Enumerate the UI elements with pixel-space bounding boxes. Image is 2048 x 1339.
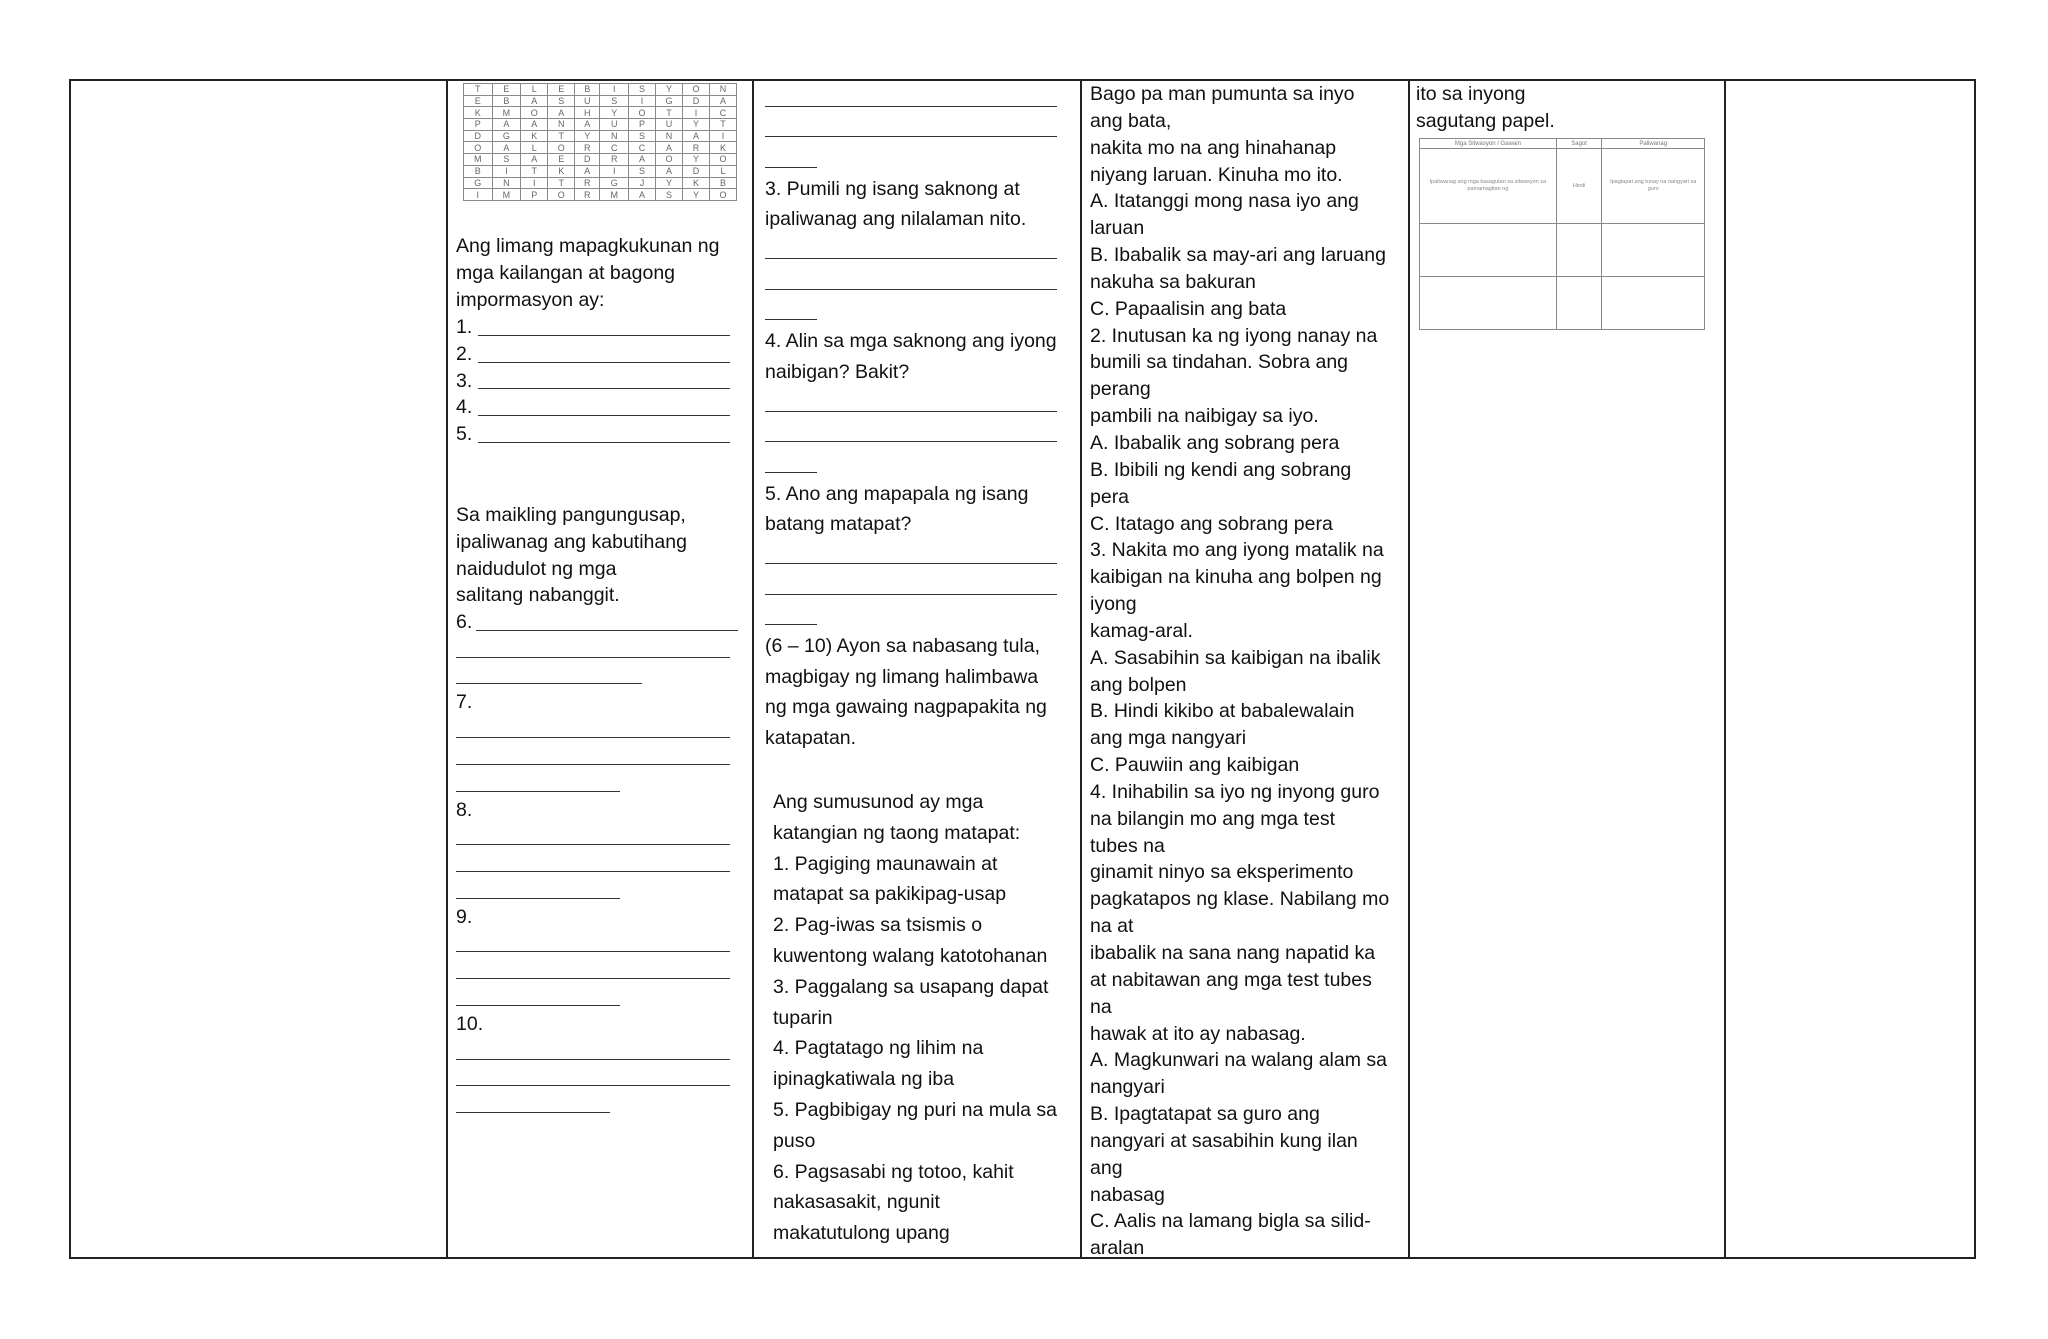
situation-line: B. Hindi kikibo at babalewalain	[1090, 700, 1355, 723]
explain-item-8-line-3[interactable]	[456, 877, 746, 904]
situation-line: niyang laruan. Kinuha mo ito.	[1090, 163, 1343, 186]
instruction-line-2: sagutang papel.	[1416, 109, 1555, 132]
situation-line: tubes na	[1090, 834, 1165, 857]
answer-row-2[interactable]	[456, 341, 746, 368]
traits-line: puso	[773, 1129, 816, 1152]
answer-line[interactable]	[478, 335, 730, 336]
word-search-cell[interactable]: O	[629, 107, 656, 119]
answer-line[interactable]	[456, 844, 730, 845]
situation-line: laruan	[1090, 217, 1145, 240]
item-number: 3.	[456, 369, 473, 392]
word-search-cell[interactable]: L	[709, 165, 736, 177]
word-search-cell[interactable]: A	[492, 142, 521, 154]
situation-line: Bago pa man pumunta sa inyo	[1090, 83, 1355, 105]
word-search-cell[interactable]: R	[600, 154, 629, 166]
word-search-cell[interactable]: A	[683, 130, 710, 142]
word-search-cell[interactable]: O	[548, 189, 575, 201]
instruction-line-1: ito sa inyong	[1416, 83, 1526, 105]
word-search-row	[464, 84, 737, 96]
word-search-cell[interactable]: S	[629, 130, 656, 142]
word-search-cell[interactable]: T	[548, 177, 575, 189]
question-3-line-2: ipaliwanag ang nilalaman nito.	[765, 208, 1027, 230]
rubric-cell: Hindi	[1556, 149, 1602, 224]
sources-intro-line-1: Ang limang mapagkukunan ng	[456, 235, 720, 257]
answer-line-row[interactable]	[765, 448, 1065, 479]
answer-line[interactable]	[478, 415, 730, 416]
word-search-cell[interactable]: O	[656, 154, 683, 166]
explain-line-4: salitang nabanggit.	[456, 584, 620, 607]
word-search-cell[interactable]: Y	[683, 119, 710, 131]
traits-line: 6. Pagsasabi ng totoo, kahit	[773, 1160, 1014, 1183]
word-search-cell[interactable]: S	[629, 165, 656, 177]
explain-item-8-line-1[interactable]	[456, 823, 746, 850]
word-search-cell[interactable]: A	[575, 165, 600, 177]
column-3-content	[765, 82, 1065, 753]
answer-line[interactable]	[456, 737, 730, 738]
word-search-cell[interactable]: P	[521, 189, 548, 201]
word-search-cell[interactable]: N	[709, 84, 736, 96]
explain-item-6[interactable]	[456, 609, 746, 636]
answer-line[interactable]	[478, 388, 730, 389]
traits-line: makatutulong upang	[773, 1222, 950, 1245]
situation-line: 4. Inihabilin sa iyo ng inyong guro	[1090, 780, 1380, 803]
situation-line: B. Ipagtatapat sa guro ang	[1090, 1103, 1320, 1126]
situation-line: pambili na naibigay sa iyo.	[1090, 405, 1319, 428]
explain-item-8-line-2[interactable]	[456, 850, 746, 877]
answer-line[interactable]	[456, 764, 730, 765]
question-6-line-1: (6 – 10) Ayon sa nabasang tula,	[765, 635, 1041, 657]
answer-line-row[interactable]	[765, 570, 1065, 601]
answer-line-row[interactable]	[765, 418, 1065, 449]
answer-row-3[interactable]	[456, 368, 746, 395]
question-5-line-2: batang matapat?	[765, 513, 912, 535]
word-search-cell[interactable]: R	[575, 177, 600, 189]
rubric-cell[interactable]	[1602, 277, 1705, 330]
word-search-cell[interactable]: N	[548, 119, 575, 131]
answer-line[interactable]	[765, 319, 817, 320]
answer-line[interactable]	[456, 871, 730, 872]
answer-line[interactable]	[456, 1005, 620, 1006]
explain-line-3: naidudulot ng mga	[456, 557, 617, 580]
word-search-row	[464, 95, 737, 107]
traits-line: Ang sumusunod ay mga	[773, 791, 984, 813]
traits-line: 4. Pagtatago ng lihim na	[773, 1037, 984, 1060]
item-number: 10.	[456, 1012, 484, 1035]
answer-line[interactable]	[765, 441, 1057, 442]
traits-line: tuparin	[773, 1006, 833, 1029]
word-search-cell[interactable]: A	[492, 119, 521, 131]
word-search-row	[464, 107, 737, 119]
traits-line: katangian ng taong matapat:	[773, 821, 1021, 844]
word-search-cell[interactable]: D	[683, 95, 710, 107]
word-search-cell[interactable]: P	[464, 119, 493, 131]
situation-line: iyong	[1090, 593, 1137, 616]
explain-item-9	[456, 904, 746, 931]
word-search-cell[interactable]: I	[629, 95, 656, 107]
word-search-cell[interactable]: O	[521, 107, 548, 119]
explain-item-10-line-2[interactable]	[456, 1065, 746, 1092]
explain-item-7-line-2[interactable]	[456, 743, 746, 770]
traits-line: 1. Pagiging maunawain at	[773, 852, 998, 875]
word-search-cell[interactable]: A	[629, 154, 656, 166]
word-search-cell[interactable]: A	[521, 95, 548, 107]
sources-intro-line-2: mga kailangan at bagong	[456, 261, 676, 284]
answer-line-row[interactable]	[765, 387, 1065, 418]
word-search-cell[interactable]: D	[575, 154, 600, 166]
situation-line: aralan	[1090, 1237, 1145, 1260]
situation-line: A. Ibabalik ang sobrang pera	[1090, 431, 1340, 454]
question-6-line-2: magbigay ng limang halimbawa	[765, 665, 1039, 688]
word-search-cell[interactable]: I	[709, 130, 736, 142]
word-search-cell[interactable]: O	[683, 84, 710, 96]
word-search-row	[464, 165, 737, 177]
explain-item-7-line-3[interactable]	[456, 770, 746, 797]
situation-line: ang	[1090, 1156, 1123, 1179]
word-search-cell[interactable]: K	[548, 165, 575, 177]
situation-line: hawak at ito ay nabasag.	[1090, 1022, 1306, 1045]
word-search-cell[interactable]: T	[709, 119, 736, 131]
answer-line[interactable]	[456, 1085, 730, 1086]
word-search-cell[interactable]: J	[629, 177, 656, 189]
explain-line-1: Sa maikling pangungusap,	[456, 504, 686, 526]
explain-instruction	[456, 502, 746, 609]
rubric-grid	[1419, 138, 1705, 330]
explain-item-7	[456, 689, 746, 716]
traits-line: ipinagkatiwala ng iba	[773, 1068, 955, 1091]
answer-line[interactable]	[765, 258, 1057, 259]
word-search-cell[interactable]: S	[548, 95, 575, 107]
question-4-line-2: naibigan? Bakit?	[765, 360, 910, 383]
explain-item-9-line-1[interactable]	[456, 931, 746, 958]
explain-item-8	[456, 797, 746, 824]
sources-answer-list	[456, 314, 746, 448]
explain-item-10-line-3[interactable]	[456, 1091, 746, 1118]
word-search-cell[interactable]: I	[464, 189, 493, 201]
explain-item-9-line-3[interactable]	[456, 984, 746, 1011]
word-search-cell[interactable]: Y	[600, 107, 629, 119]
explain-item-10	[456, 1011, 746, 1038]
answer-line[interactable]	[765, 411, 1057, 412]
word-search-cell[interactable]: G	[464, 177, 493, 189]
situations-text	[1090, 81, 1400, 1262]
situation-line: 2. Inutusan ka ng iyong nanay na	[1090, 324, 1378, 347]
word-search-cell[interactable]: S	[492, 154, 521, 166]
answer-line[interactable]	[456, 791, 620, 792]
word-search-cell[interactable]: K	[464, 107, 493, 119]
answer-line[interactable]	[456, 683, 642, 684]
word-search-cell[interactable]: A	[709, 95, 736, 107]
situation-line: A. Magkunwari na walang alam sa	[1090, 1049, 1387, 1072]
answer-line[interactable]	[765, 136, 1057, 137]
rubric-cell[interactable]	[1420, 277, 1557, 330]
answer-line[interactable]	[456, 898, 620, 899]
traits-line: 2. Pag-iwas sa tsismis o	[773, 914, 983, 937]
item-number: 2.	[456, 342, 473, 365]
word-search-grid	[463, 83, 737, 201]
answer-line[interactable]	[765, 106, 1057, 107]
answer-line[interactable]	[476, 630, 738, 631]
word-search-cell[interactable]: U	[575, 95, 600, 107]
word-search-cell[interactable]: R	[683, 142, 710, 154]
rubric-header: Sagot	[1556, 139, 1602, 149]
word-search-cell[interactable]: A	[656, 142, 683, 154]
situation-line: at nabitawan ang mga test tubes	[1090, 968, 1372, 991]
column-5-text	[1416, 81, 1706, 135]
traits-line: 3. Paggalang sa usapang dapat	[773, 975, 1049, 998]
situation-line: A. Itatanggi mong nasa iyo ang	[1090, 190, 1359, 213]
answer-line[interactable]	[456, 1059, 730, 1060]
word-search-cell[interactable]: E	[492, 84, 521, 96]
answer-line[interactable]	[456, 1112, 610, 1113]
word-search-cell[interactable]: Y	[656, 177, 683, 189]
answer-line[interactable]	[456, 978, 730, 979]
answer-line-row[interactable]	[765, 265, 1065, 296]
item-number: 7.	[456, 691, 473, 714]
item-number: 9.	[456, 905, 473, 928]
sources-intro-line-3: impormasyon ay:	[456, 288, 605, 311]
word-search-row	[464, 154, 737, 166]
word-search-cell[interactable]: D	[683, 165, 710, 177]
rubric-cell: Ipagtapat ang tunay na nangyari sa guro	[1602, 149, 1705, 224]
question-4-line-1: 4. Alin sa mga saknong ang iyong	[765, 330, 1057, 352]
word-search-cell[interactable]: A	[575, 119, 600, 131]
word-search-cell[interactable]: O	[709, 189, 736, 201]
answer-line-row[interactable]	[765, 296, 1065, 327]
situation-line: na bilangin mo ang mga test	[1090, 807, 1335, 830]
traits-line: nakasasakit, ngunit	[773, 1191, 940, 1214]
word-search-cell[interactable]: Y	[683, 154, 710, 166]
sources-intro	[456, 233, 746, 313]
word-search-cell[interactable]: K	[683, 177, 710, 189]
word-search-cell[interactable]: I	[683, 107, 710, 119]
explain-item-7-line-1[interactable]	[456, 716, 746, 743]
situation-line: pagkatapos ng klase. Nabilang mo	[1090, 888, 1390, 911]
answer-line[interactable]	[765, 563, 1057, 564]
situation-line: ginamit ninyo sa eksperimento	[1090, 861, 1354, 884]
word-search-cell[interactable]: I	[600, 165, 629, 177]
word-search-row	[464, 119, 737, 131]
word-search-cell[interactable]: H	[575, 107, 600, 119]
explain-item-6-line-2[interactable]	[456, 636, 746, 663]
word-search-cell[interactable]: A	[629, 189, 656, 201]
word-search-cell[interactable]: C	[600, 142, 629, 154]
word-search-cell[interactable]: C	[709, 107, 736, 119]
word-search-cell[interactable]: O	[464, 142, 493, 154]
word-search-cell[interactable]: B	[464, 165, 493, 177]
word-search-cell[interactable]: R	[575, 142, 600, 154]
item-number: 6.	[456, 611, 473, 633]
word-search-cell[interactable]: B	[575, 84, 600, 96]
word-search-cell[interactable]: G	[600, 177, 629, 189]
explain-item-6-line-3[interactable]	[456, 663, 746, 690]
situation-line: nangyari	[1090, 1076, 1165, 1099]
answer-line[interactable]	[765, 472, 817, 473]
situation-line: na	[1090, 995, 1112, 1018]
word-search-cell[interactable]: I	[600, 84, 629, 96]
situation-line: pera	[1090, 485, 1130, 508]
answer-line-row[interactable]	[765, 540, 1065, 571]
word-search-cell[interactable]: N	[600, 130, 629, 142]
word-search-cell[interactable]: L	[521, 84, 548, 96]
item-number: 4.	[456, 396, 473, 419]
situation-line: ang bata,	[1090, 109, 1172, 132]
word-search-cell[interactable]: O	[709, 154, 736, 166]
situation-line: kaibigan na kinuha ang bolpen ng	[1090, 566, 1382, 589]
word-search-cell[interactable]: Y	[575, 130, 600, 142]
situation-line: C. Itatago ang sobrang pera	[1090, 512, 1333, 535]
rubric-header: Paliwanag	[1602, 139, 1705, 149]
answer-line[interactable]	[765, 289, 1057, 290]
column-6	[1726, 81, 1976, 1257]
rubric-cell[interactable]	[1420, 224, 1557, 277]
word-search-cell[interactable]: B	[709, 177, 736, 189]
word-search-cell[interactable]: A	[548, 107, 575, 119]
word-search-cell[interactable]: M	[492, 189, 521, 201]
word-search-cell[interactable]: I	[492, 165, 521, 177]
word-search-cell[interactable]: A	[521, 154, 548, 166]
question-6-line-4: katapatan.	[765, 726, 857, 749]
word-search-cell[interactable]: T	[656, 107, 683, 119]
situation-line: A. Sasabihin sa kaibigan na ibalik	[1090, 646, 1381, 669]
word-search-puzzle	[463, 83, 737, 201]
word-search-cell[interactable]: B	[492, 95, 521, 107]
situation-line: nabasag	[1090, 1183, 1165, 1206]
situation-line: 3. Nakita mo ang iyong matalik na	[1090, 539, 1384, 562]
word-search-cell[interactable]: S	[600, 95, 629, 107]
item-number: 5.	[456, 423, 473, 446]
word-search-cell[interactable]: A	[656, 165, 683, 177]
word-search-cell[interactable]: R	[575, 189, 600, 201]
word-search-cell[interactable]: S	[629, 84, 656, 96]
word-search-cell[interactable]: U	[656, 119, 683, 131]
honest-traits-list	[773, 787, 1073, 1249]
item-number: 1.	[456, 316, 473, 338]
question-5-line-1: 5. Ano ang mapapala ng isang	[765, 482, 1029, 505]
answer-line-row[interactable]	[765, 601, 1065, 632]
word-search-cell[interactable]: D	[464, 130, 493, 142]
answer-line[interactable]	[478, 442, 730, 443]
word-search-cell[interactable]: Y	[683, 189, 710, 201]
word-search-cell[interactable]: P	[629, 119, 656, 131]
answer-line-row[interactable]	[765, 235, 1065, 266]
situation-line: nakuha sa bakuran	[1090, 270, 1256, 293]
situation-line: ang bolpen	[1090, 673, 1187, 696]
explain-line-2: ipaliwanag ang kabutihang	[456, 530, 687, 553]
word-search-cell[interactable]: N	[656, 130, 683, 142]
situation-line: nakita mo na ang hinahanap	[1090, 136, 1337, 159]
answer-line[interactable]	[765, 167, 817, 168]
word-search-cell[interactable]: I	[521, 177, 548, 189]
traits-line: 5. Pagbibigay ng puri na mula sa	[773, 1098, 1058, 1121]
word-search-cell[interactable]: G	[656, 95, 683, 107]
situation-line: perang	[1090, 378, 1151, 401]
situation-line: B. Ibibili ng kendi ang sobrang	[1090, 458, 1352, 481]
question-6-line-3: ng mga gawaing nagpapakita ng	[765, 696, 1047, 718]
answer-line[interactable]	[456, 951, 730, 952]
word-search-cell[interactable]: E	[548, 154, 575, 166]
explain-item-10-line-1[interactable]	[456, 1038, 746, 1065]
word-search-cell[interactable]: L	[521, 142, 548, 154]
word-search-cell[interactable]: C	[629, 142, 656, 154]
situation-line: ibabalik na sana nang napatid ka	[1090, 942, 1376, 964]
word-search-cell[interactable]: U	[600, 119, 629, 131]
situation-line: nangyari at sasabihin kung ilan	[1090, 1129, 1358, 1152]
rubric-cell: Ipaliwanag ang mga kasagutan sa sitwasyon sa pamamagitan ng	[1420, 149, 1557, 224]
rubric-header: Mga Sitwasyon / Gawain	[1420, 139, 1557, 149]
answer-row-4[interactable]	[456, 394, 746, 421]
rubric-table	[1419, 138, 1705, 330]
situation-line: C. Aalis na lamang bigla sa silid-	[1090, 1210, 1371, 1233]
word-search-cell[interactable]: A	[521, 119, 548, 131]
answer-row-5[interactable]	[456, 421, 746, 448]
word-search-cell[interactable]: M	[600, 189, 629, 201]
situation-line: na at	[1090, 915, 1134, 938]
rubric-cell[interactable]	[1556, 277, 1602, 330]
word-search-cell[interactable]: T	[464, 84, 493, 96]
word-search-cell[interactable]: K	[709, 142, 736, 154]
explain-answers	[456, 609, 746, 1118]
situation-line: bumili sa tindahan. Sobra ang	[1090, 351, 1349, 374]
situation-line: ang mga nangyari	[1090, 727, 1247, 750]
traits-line: matapat sa pakikipag-usap	[773, 883, 1007, 906]
answer-line[interactable]	[765, 594, 1057, 595]
word-search-cell[interactable]: T	[548, 130, 575, 142]
word-search-cell[interactable]: G	[492, 130, 521, 142]
word-search-cell[interactable]: S	[656, 189, 683, 201]
explain-item-9-line-2[interactable]	[456, 957, 746, 984]
traits-line: kuwentong walang katotohanan	[773, 944, 1048, 967]
answer-line-row[interactable]	[765, 82, 1065, 113]
item-number: 8.	[456, 798, 473, 821]
situation-line: B. Ibabalik sa may-ari ang laruang	[1090, 244, 1386, 267]
word-search-cell[interactable]: E	[464, 95, 493, 107]
situation-line: kamag-aral.	[1090, 619, 1193, 642]
word-search-row	[464, 142, 737, 154]
word-search-cell[interactable]: M	[492, 107, 521, 119]
word-search-cell[interactable]: N	[492, 177, 521, 189]
word-search-cell[interactable]: O	[548, 142, 575, 154]
answer-line[interactable]	[456, 657, 730, 658]
answer-row-1[interactable]	[456, 314, 746, 341]
situation-line: C. Papaalisin ang bata	[1090, 297, 1287, 320]
word-search-row	[464, 130, 737, 142]
word-search-cell[interactable]: K	[521, 130, 548, 142]
rubric-cell[interactable]	[1556, 224, 1602, 277]
answer-line-row[interactable]	[765, 113, 1065, 144]
word-search-row	[464, 177, 737, 189]
word-search-cell[interactable]: Y	[656, 84, 683, 96]
column-1	[71, 81, 448, 1257]
situation-line: C. Pauwiin ang kaibigan	[1090, 754, 1300, 777]
rubric-cell[interactable]	[1602, 224, 1705, 277]
word-search-cell[interactable]: M	[464, 154, 493, 166]
question-3-line-1: 3. Pumili ng isang saknong at	[765, 177, 1020, 200]
word-search-cell[interactable]: E	[548, 84, 575, 96]
answer-line[interactable]	[478, 362, 730, 363]
word-search-row	[464, 189, 737, 201]
answer-line-row[interactable]	[765, 143, 1065, 174]
answer-line[interactable]	[765, 624, 817, 625]
word-search-cell[interactable]: T	[521, 165, 548, 177]
